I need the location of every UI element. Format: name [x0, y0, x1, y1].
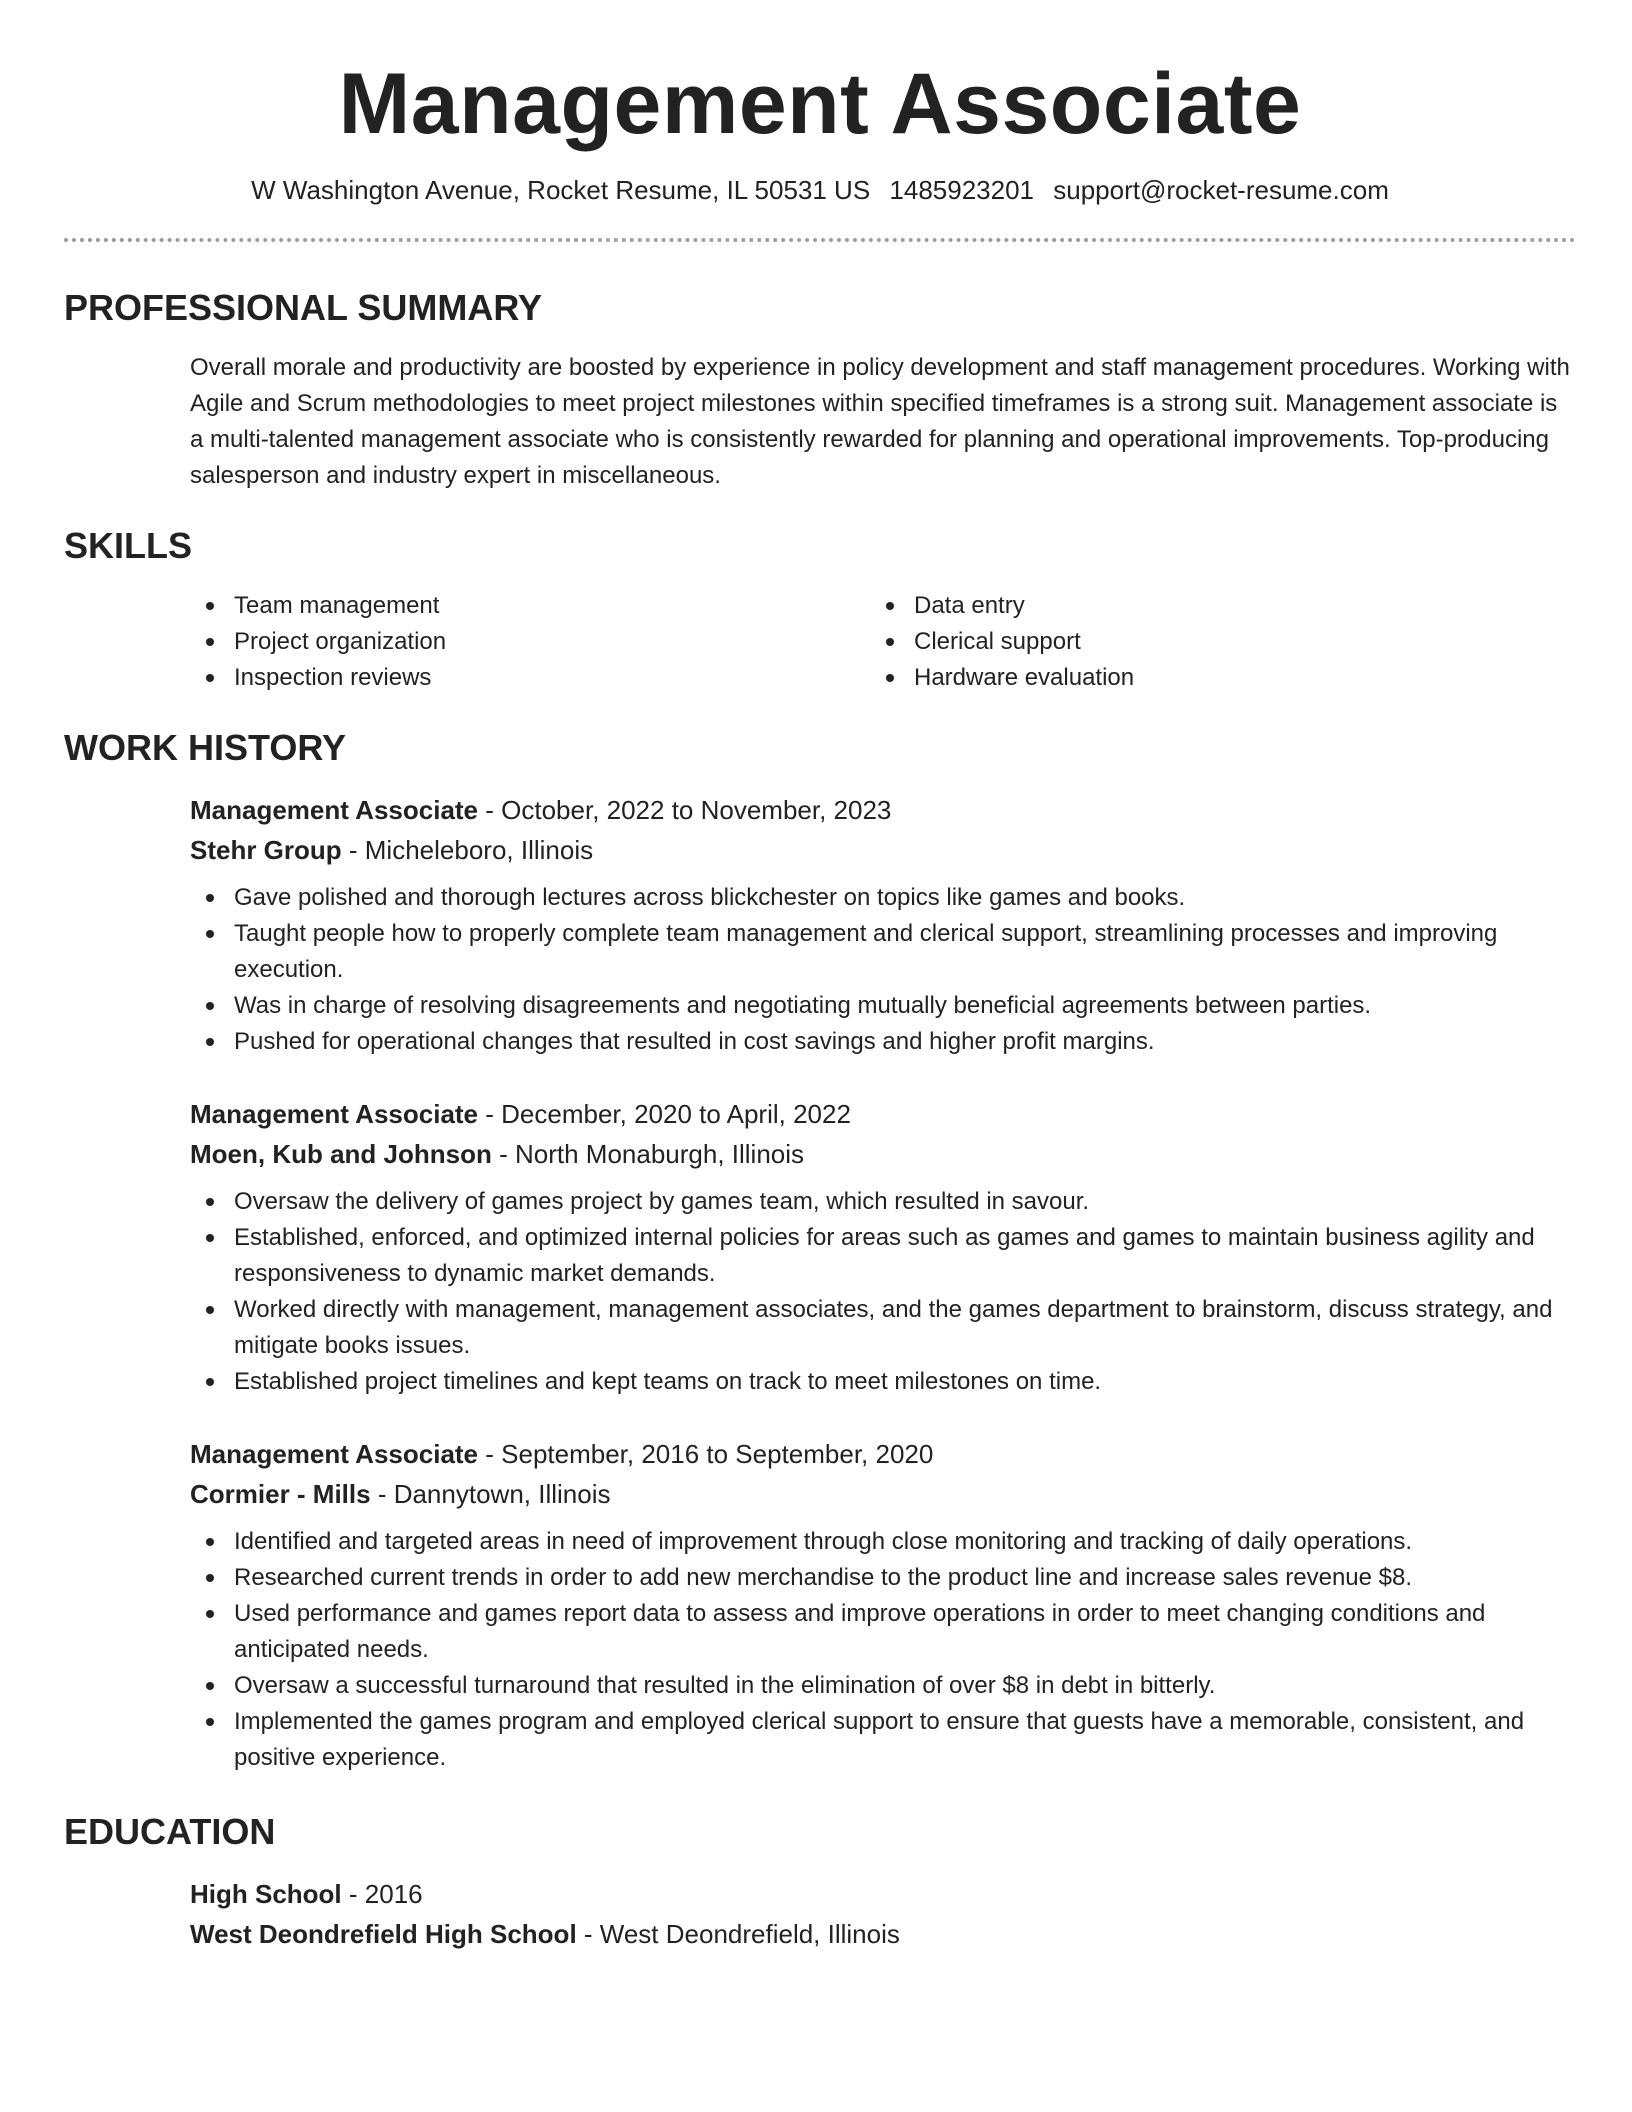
header-divider — [64, 238, 1576, 242]
job-bullets — [190, 1184, 1576, 1400]
skill-item: Clerical support — [870, 624, 1550, 660]
job-bullet: Taught people how to properly complete team management and clerical support, streamlining processes and improving execution. — [190, 916, 1576, 988]
job-bullet: Was in charge of resolving disagreements and negotiating mutually beneficial agreements between parties. — [190, 988, 1576, 1024]
job-bullet: Established project timelines and kept teams on track to meet milestones on time. — [190, 1364, 1576, 1400]
education-school-line — [190, 1914, 1576, 1954]
summary-section — [190, 350, 1576, 494]
job-company: Cormier - Mills — [190, 1479, 371, 1509]
skills-list-left — [190, 588, 870, 696]
job-role: Management Associate — [190, 1439, 479, 1469]
work-heading: WORK HISTORY — [64, 727, 347, 768]
work-section — [190, 790, 1576, 1776]
job-company: Stehr Group — [190, 835, 342, 865]
job-company-line — [190, 1474, 1576, 1514]
skill-item: Project organization — [190, 624, 870, 660]
education-school: West Deondrefield High School — [190, 1919, 577, 1949]
education-section — [190, 1874, 1576, 1954]
job-dates: - September, 2016 to September, 2020 — [478, 1439, 934, 1469]
education-heading: EDUCATION — [64, 1811, 276, 1852]
job-bullet: Oversaw a successful turnaround that resulted in the elimination of over $8 in debt in bitterly. — [190, 1668, 1576, 1704]
job-bullet: Oversaw the delivery of games project by games team, which resulted in savour. — [190, 1184, 1576, 1220]
job-role: Management Associate — [190, 1099, 479, 1129]
job-title-line — [190, 790, 1576, 830]
job-bullet: Gave polished and thorough lectures across blickchester on topics like games and books. — [190, 880, 1576, 916]
education-location: - West Deondrefield, Illinois — [576, 1919, 900, 1949]
skill-item: Data entry — [870, 588, 1550, 624]
job-bullet: Implemented the games program and employed clerical support to ensure that guests have a memorable, consistent, and positive experience. — [190, 1704, 1576, 1776]
job-company-line — [190, 830, 1576, 870]
resume-page — [64, 0, 1576, 1954]
job-entry — [190, 1434, 1576, 1776]
contact-line — [64, 172, 1576, 208]
job-bullet: Identified and targeted areas in need of improvement through close monitoring and tracking of daily operations. — [190, 1524, 1576, 1560]
job-bullets — [190, 880, 1576, 1060]
job-title-line — [190, 1094, 1576, 1134]
job-company: Moen, Kub and Johnson — [190, 1139, 492, 1169]
job-title-line — [190, 1434, 1576, 1474]
contact-address: W Washington Avenue, Rocket Resume, IL 50531 US — [251, 175, 871, 205]
job-role: Management Associate — [190, 795, 479, 825]
skill-item: Team management — [190, 588, 870, 624]
skill-item: Hardware evaluation — [870, 660, 1550, 696]
job-entry — [190, 1094, 1576, 1400]
job-location: - Micheleboro, Illinois — [341, 835, 594, 865]
contact-phone: 1485923201 — [889, 175, 1035, 205]
summary-text: Overall morale and productivity are boosted by experience in policy development and staff management procedures. Working with Agile and Scrum methodologies to meet project milestones within specified timeframes is a strong suit. Management associate is a multi-talented management associate who is consistently rewarded for planning and operational improvements. Top-producing salesperson and industry expert in miscellaneous. — [190, 354, 1570, 489]
job-bullet: Established, enforced, and optimized internal policies for areas such as games and games to maintain business agility and responsiveness to dynamic market demands. — [190, 1220, 1576, 1292]
education-degree-line — [190, 1874, 1576, 1914]
skills-list-right — [870, 588, 1550, 696]
job-bullet: Worked directly with management, management associates, and the games department to brainstorm, discuss strategy, and mitigate books issues. — [190, 1292, 1576, 1364]
job-bullet: Researched current trends in order to add new merchandise to the product line and increase sales revenue $8. — [190, 1560, 1576, 1596]
skills-heading: SKILLS — [64, 525, 193, 566]
contact-email: support@rocket-resume.com — [1053, 175, 1389, 205]
resume-name: Management Associate — [338, 56, 1302, 152]
summary-heading: PROFESSIONAL SUMMARY — [64, 287, 543, 328]
job-bullet: Used performance and games report data to assess and improve operations in order to meet changing conditions and anticipated needs. — [190, 1596, 1576, 1668]
job-entry — [190, 790, 1576, 1060]
job-bullets — [190, 1524, 1576, 1776]
education-year: - 2016 — [341, 1879, 423, 1909]
skill-item: Inspection reviews — [190, 660, 870, 696]
job-company-line — [190, 1134, 1576, 1174]
job-dates: - October, 2022 to November, 2023 — [478, 795, 892, 825]
skills-section — [190, 588, 1576, 696]
education-degree: High School — [190, 1879, 342, 1909]
job-location: - North Monaburgh, Illinois — [491, 1139, 805, 1169]
job-dates: - December, 2020 to April, 2022 — [478, 1099, 851, 1129]
job-location: - Dannytown, Illinois — [370, 1479, 611, 1509]
job-bullet: Pushed for operational changes that resulted in cost savings and higher profit margins. — [190, 1024, 1576, 1060]
